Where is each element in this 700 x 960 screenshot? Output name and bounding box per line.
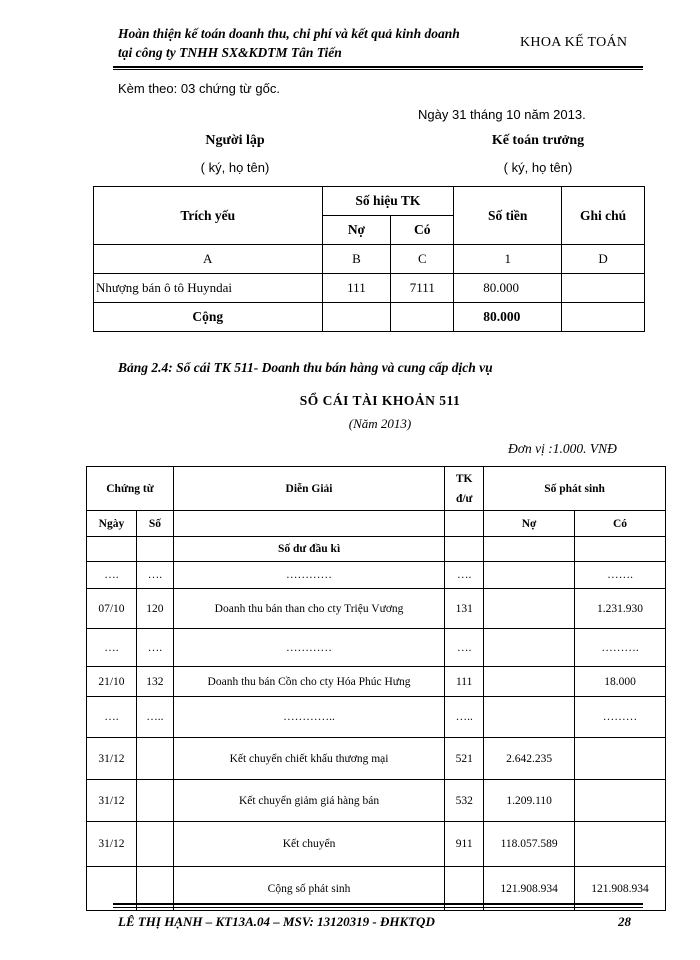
- header-rule-thin: [113, 69, 643, 70]
- ledger-table: [86, 466, 666, 911]
- ledger-total-credit: 121.908.934: [575, 867, 666, 911]
- code-row: [94, 245, 645, 274]
- row-debit: 118.057.589: [484, 822, 575, 867]
- attachment-note: Kèm theo: 03 chứng từ gốc.: [118, 81, 280, 96]
- total-label: Cộng: [94, 303, 323, 332]
- row-contra-account: 911: [445, 822, 484, 867]
- row-date: 31/12: [87, 780, 137, 822]
- row-credit: …….: [575, 562, 666, 589]
- table-row: [87, 629, 666, 667]
- row-contra-account: 521: [445, 738, 484, 780]
- header-title-line2: tại công ty TNHH SX&KDTM Tân Tiến: [118, 45, 342, 60]
- row-contra-account: 111: [445, 667, 484, 697]
- footer-author: LÊ THỊ HẠNH – KT13A.04 – MSV: 13120319 - ĐHKTQD: [118, 914, 435, 929]
- row-description: Kết chuyển chiết khấu thương mại: [173, 738, 444, 780]
- code-cell: B: [322, 245, 391, 274]
- row-contra-account: ….: [445, 629, 484, 667]
- row-debit: 1.209.110: [484, 780, 575, 822]
- table-row: [87, 562, 666, 589]
- row-contra-account: ….: [445, 562, 484, 589]
- total-row: [94, 303, 645, 332]
- ledger-total-debit: 121.908.934: [484, 867, 575, 911]
- row-date: 21/10: [87, 667, 137, 697]
- row-credit: [575, 780, 666, 822]
- ledger-year: (Năm 2013): [348, 416, 412, 431]
- row-debit: 2.642.235: [484, 738, 575, 780]
- row-amount: 80.000: [454, 274, 562, 303]
- header-date: Ngày: [87, 511, 137, 537]
- row-description: …………..: [173, 697, 444, 738]
- header-title-line1: Hoàn thiện kế toán doanh thu, chi phí và kết quả kinh doanh: [118, 26, 460, 41]
- row-debit: [484, 589, 575, 629]
- ledger-total-label: Cộng số phát sinh: [173, 867, 444, 911]
- row-contra-account: 131: [445, 589, 484, 629]
- row-number: ….: [136, 562, 173, 589]
- row-number: [136, 780, 173, 822]
- header-rule: [113, 66, 643, 68]
- header-number: Số: [136, 511, 173, 537]
- header-credit: Có: [575, 511, 666, 537]
- code-cell: 1: [454, 245, 562, 274]
- chief-sign-note: ( ký, họ tên): [503, 160, 573, 175]
- row-date: 31/12: [87, 738, 137, 780]
- running-header-title: [118, 24, 498, 62]
- code-cell: D: [562, 245, 645, 274]
- row-credit: ……….: [575, 629, 666, 667]
- table-caption: Bảng 2.4: Sổ cái TK 511- Doanh thu bán hàng và cung cấp dịch vụ: [118, 360, 493, 375]
- row-debit: [484, 629, 575, 667]
- footer-rule-thin: [113, 907, 643, 908]
- row-debit: 111: [322, 274, 391, 303]
- header-credit: Có: [391, 216, 454, 245]
- row-date: ….: [87, 629, 137, 667]
- journal-entry-table: [93, 186, 645, 332]
- header-amount: Số tiền: [454, 187, 562, 245]
- ledger-title: SỔ CÁI TÀI KHOẢN 511: [299, 393, 461, 408]
- header-debit: Nợ: [322, 216, 391, 245]
- row-credit: 1.231.930: [575, 589, 666, 629]
- page-number: 28: [618, 914, 631, 929]
- row-summary: Nhượng bán ô tô Huyndai: [94, 274, 323, 303]
- row-credit: 7111: [391, 274, 454, 303]
- header-du: đ/ư: [455, 492, 473, 505]
- row-date: 07/10: [87, 589, 137, 629]
- table-row: [87, 780, 666, 822]
- row-description: …………: [173, 629, 444, 667]
- table-row: [87, 589, 666, 629]
- opening-balance-row: [87, 537, 666, 562]
- row-credit: [575, 822, 666, 867]
- row-number: [136, 822, 173, 867]
- row-debit: [484, 697, 575, 738]
- code-cell: C: [391, 245, 454, 274]
- code-cell: A: [94, 245, 323, 274]
- opening-balance-label: Số dư đầu kì: [173, 537, 444, 562]
- header-contra-account: [445, 467, 484, 511]
- table-row: [87, 667, 666, 697]
- chief-accountant-title: Kế toán trưởng: [491, 133, 585, 148]
- row-contra-account: …..: [445, 697, 484, 738]
- preparer-sign-note: ( ký, họ tên): [200, 160, 270, 175]
- row-number: 120: [136, 589, 173, 629]
- header-note: Ghi chú: [562, 187, 645, 245]
- row-debit: [484, 667, 575, 697]
- table-row: [87, 738, 666, 780]
- row-description: Kết chuyển: [173, 822, 444, 867]
- row-credit: 18.000: [575, 667, 666, 697]
- row-contra-account: 532: [445, 780, 484, 822]
- header-arising: Số phát sinh: [484, 467, 666, 511]
- header-tk: TK: [455, 472, 473, 485]
- row-date: ….: [87, 697, 137, 738]
- row-number: 132: [136, 667, 173, 697]
- voucher-date: Ngày 31 tháng 10 năm 2013.: [418, 107, 586, 122]
- row-description: Doanh thu bán Cồn cho cty Hóa Phúc Hưng: [173, 667, 444, 697]
- row-note: [562, 274, 645, 303]
- header-voucher: Chứng từ: [87, 467, 174, 511]
- table-row: [87, 822, 666, 867]
- table-row: [94, 274, 645, 303]
- header-summary: Trích yếu: [94, 187, 323, 245]
- row-date: 31/12: [87, 822, 137, 867]
- header-department: KHOA KẾ TOÁN: [520, 35, 628, 50]
- row-number: …..: [136, 697, 173, 738]
- preparer-title: Người lập: [205, 133, 265, 148]
- header-debit: Nợ: [484, 511, 575, 537]
- header-account-no: Số hiệu TK: [322, 187, 454, 216]
- row-date: ….: [87, 562, 137, 589]
- total-amount: 80.000: [454, 303, 562, 332]
- row-description: Kết chuyển giảm giá hàng bán: [173, 780, 444, 822]
- row-description: Doanh thu bán than cho cty Triệu Vương: [173, 589, 444, 629]
- header-description: Diễn Giải: [173, 467, 444, 511]
- ledger-unit: Đơn vị :1.000. VNĐ: [508, 441, 617, 456]
- row-number: ….: [136, 629, 173, 667]
- row-description: …………: [173, 562, 444, 589]
- table-row: [87, 697, 666, 738]
- footer-rule: [113, 903, 643, 905]
- row-debit: [484, 562, 575, 589]
- row-credit: ………: [575, 697, 666, 738]
- row-credit: [575, 738, 666, 780]
- row-number: [136, 738, 173, 780]
